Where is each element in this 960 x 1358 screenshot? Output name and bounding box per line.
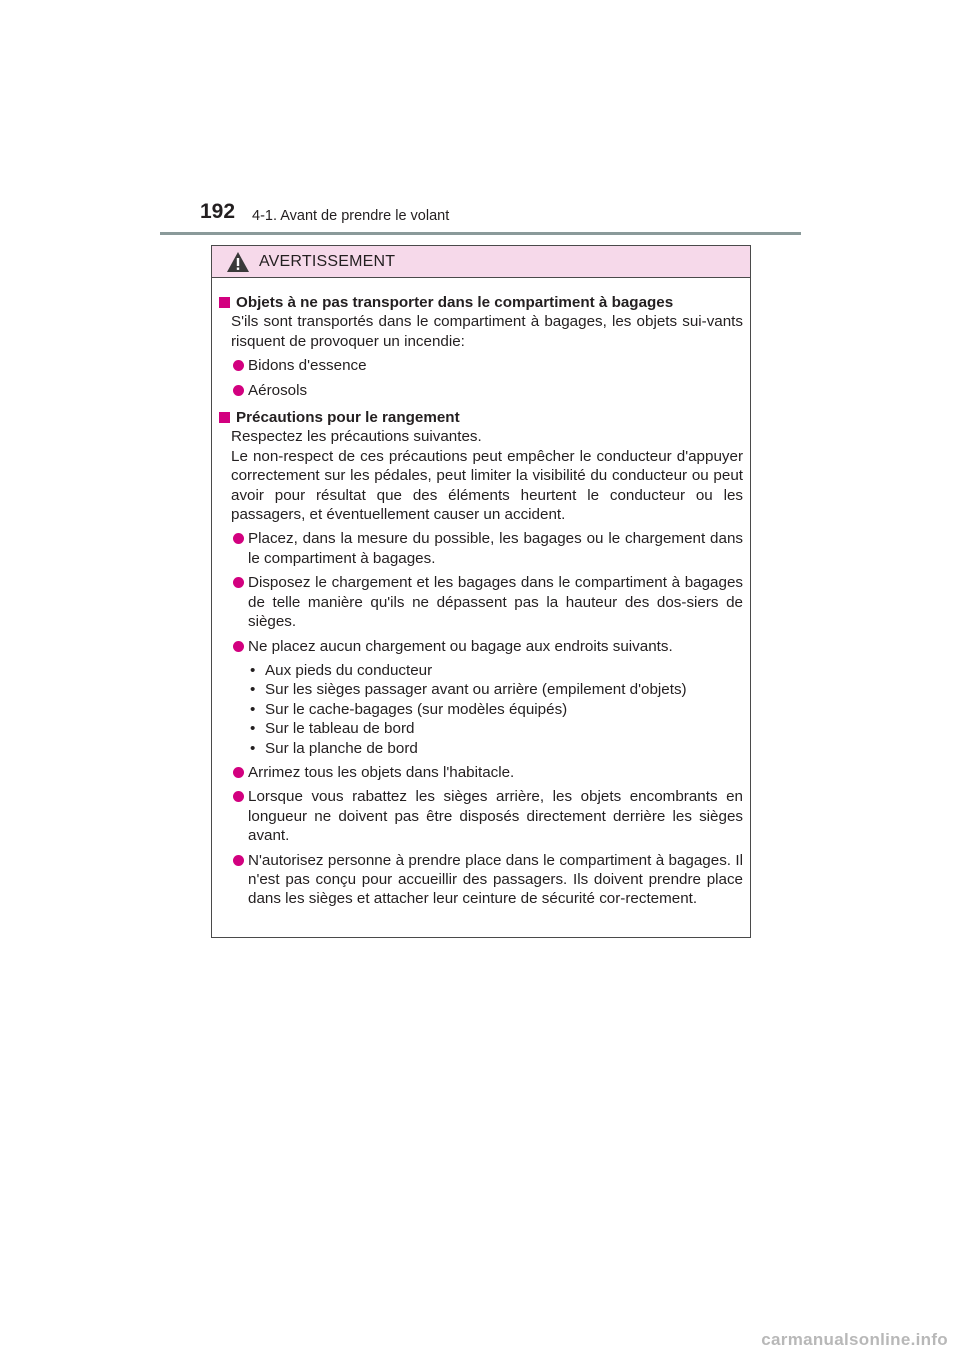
paragraph: Le non-respect de ces précautions peut empêcher le conducteur d'appuyer correctement sur les pédales, peut limiter la visibilité du conducteur ou peut avoir pour résultat que des éléments heurtent le conducteur ou les passagers, et éventuellement causer un accident. xyxy=(231,447,743,524)
sub-list-item xyxy=(250,680,743,699)
sub-list-marker: • xyxy=(250,661,256,679)
list-item-text: Ne placez aucun chargement ou bagage aux endroits suivants. xyxy=(248,637,673,655)
list-item xyxy=(219,381,743,400)
header-rule xyxy=(160,232,801,235)
sub-list-item-text: Aux pieds du conducteur xyxy=(265,661,433,679)
sub-list-item xyxy=(250,661,743,680)
sub-list-item-text: Sur les sièges passager avant ou arrière (empilement d'objets) xyxy=(265,681,687,699)
section-title: 4-1. Avant de prendre le volant xyxy=(252,208,450,224)
list-item xyxy=(219,637,743,656)
list-item-text: Bidons d'essence xyxy=(248,357,367,375)
sub-list-item-text: Sur le cache-bagages (sur modèles équipés) xyxy=(265,700,568,718)
warning-box xyxy=(211,245,751,938)
section-heading xyxy=(219,408,743,427)
sub-list-item xyxy=(250,700,743,719)
list-item xyxy=(219,851,743,909)
warning-label: AVERTISSEMENT xyxy=(259,252,396,270)
square-marker-icon xyxy=(219,412,230,423)
sub-list-marker: • xyxy=(250,700,256,718)
list-item-text: N'autorisez personne à prendre place dans le compartiment à bagages. Il n'est pas conçu pour accueillir des passagers. Ils doivent prendre place dans les sièges et attacher leur ceinture de sécurité cor-rectement. xyxy=(248,851,743,908)
sub-list-item-text: Sur le tableau de bord xyxy=(265,720,415,738)
list-item-text: Arrimez tous les objets dans l'habitacle. xyxy=(248,763,515,781)
circle-bullet-icon xyxy=(233,577,244,588)
list-item xyxy=(219,356,743,375)
sub-list-item xyxy=(250,719,743,738)
list-item xyxy=(219,787,743,845)
section-heading-text: Précautions pour le rangement xyxy=(236,409,460,427)
warning-header xyxy=(212,246,750,278)
sub-list-item-text: Sur la planche de bord xyxy=(265,739,418,757)
circle-bullet-icon xyxy=(233,767,244,778)
page-number: 192 xyxy=(200,200,236,223)
watermark: carmanualsonline.info xyxy=(761,1330,948,1349)
paragraph: Respectez les précautions suivantes. xyxy=(231,428,482,446)
list-item xyxy=(219,529,743,568)
warning-body xyxy=(212,278,750,909)
circle-bullet-icon xyxy=(233,533,244,544)
sub-list-marker: • xyxy=(250,681,256,699)
list-item-text: Aérosols xyxy=(248,381,308,399)
circle-bullet-icon xyxy=(233,791,244,802)
circle-bullet-icon xyxy=(233,385,244,396)
sub-list-item xyxy=(250,739,743,758)
paragraph: S'ils sont transportés dans le compartiment à bagages, les objets sui-vants risquent de provoquer un incendie: xyxy=(231,313,743,350)
circle-bullet-icon xyxy=(233,360,244,371)
list-item-text: Disposez le chargement et les bagages dans le compartiment à bagages de telle manière qu'ils ne dépassent pas la hauteur des dos-siers de sièges. xyxy=(248,574,743,631)
list-item-text: Placez, dans la mesure du possible, les bagages ou le chargement dans le compartiment à bagages. xyxy=(248,530,743,567)
sub-list-marker: • xyxy=(250,720,256,738)
sub-list-marker: • xyxy=(250,739,256,757)
list-item xyxy=(219,573,743,631)
circle-bullet-icon xyxy=(233,855,244,866)
square-marker-icon xyxy=(219,297,230,308)
sub-list xyxy=(219,661,743,758)
section-heading xyxy=(219,293,743,312)
list-item-text: Lorsque vous rabattez les sièges arrière, les objets encombrants en longueur ne doivent pas être disposés directement derrière les sièges avant. xyxy=(248,788,743,845)
section-heading-text: Objets à ne pas transporter dans le compartiment à bagages xyxy=(236,294,674,311)
circle-bullet-icon xyxy=(233,641,244,652)
warning-triangle-icon xyxy=(226,251,250,273)
list-item xyxy=(219,763,743,782)
